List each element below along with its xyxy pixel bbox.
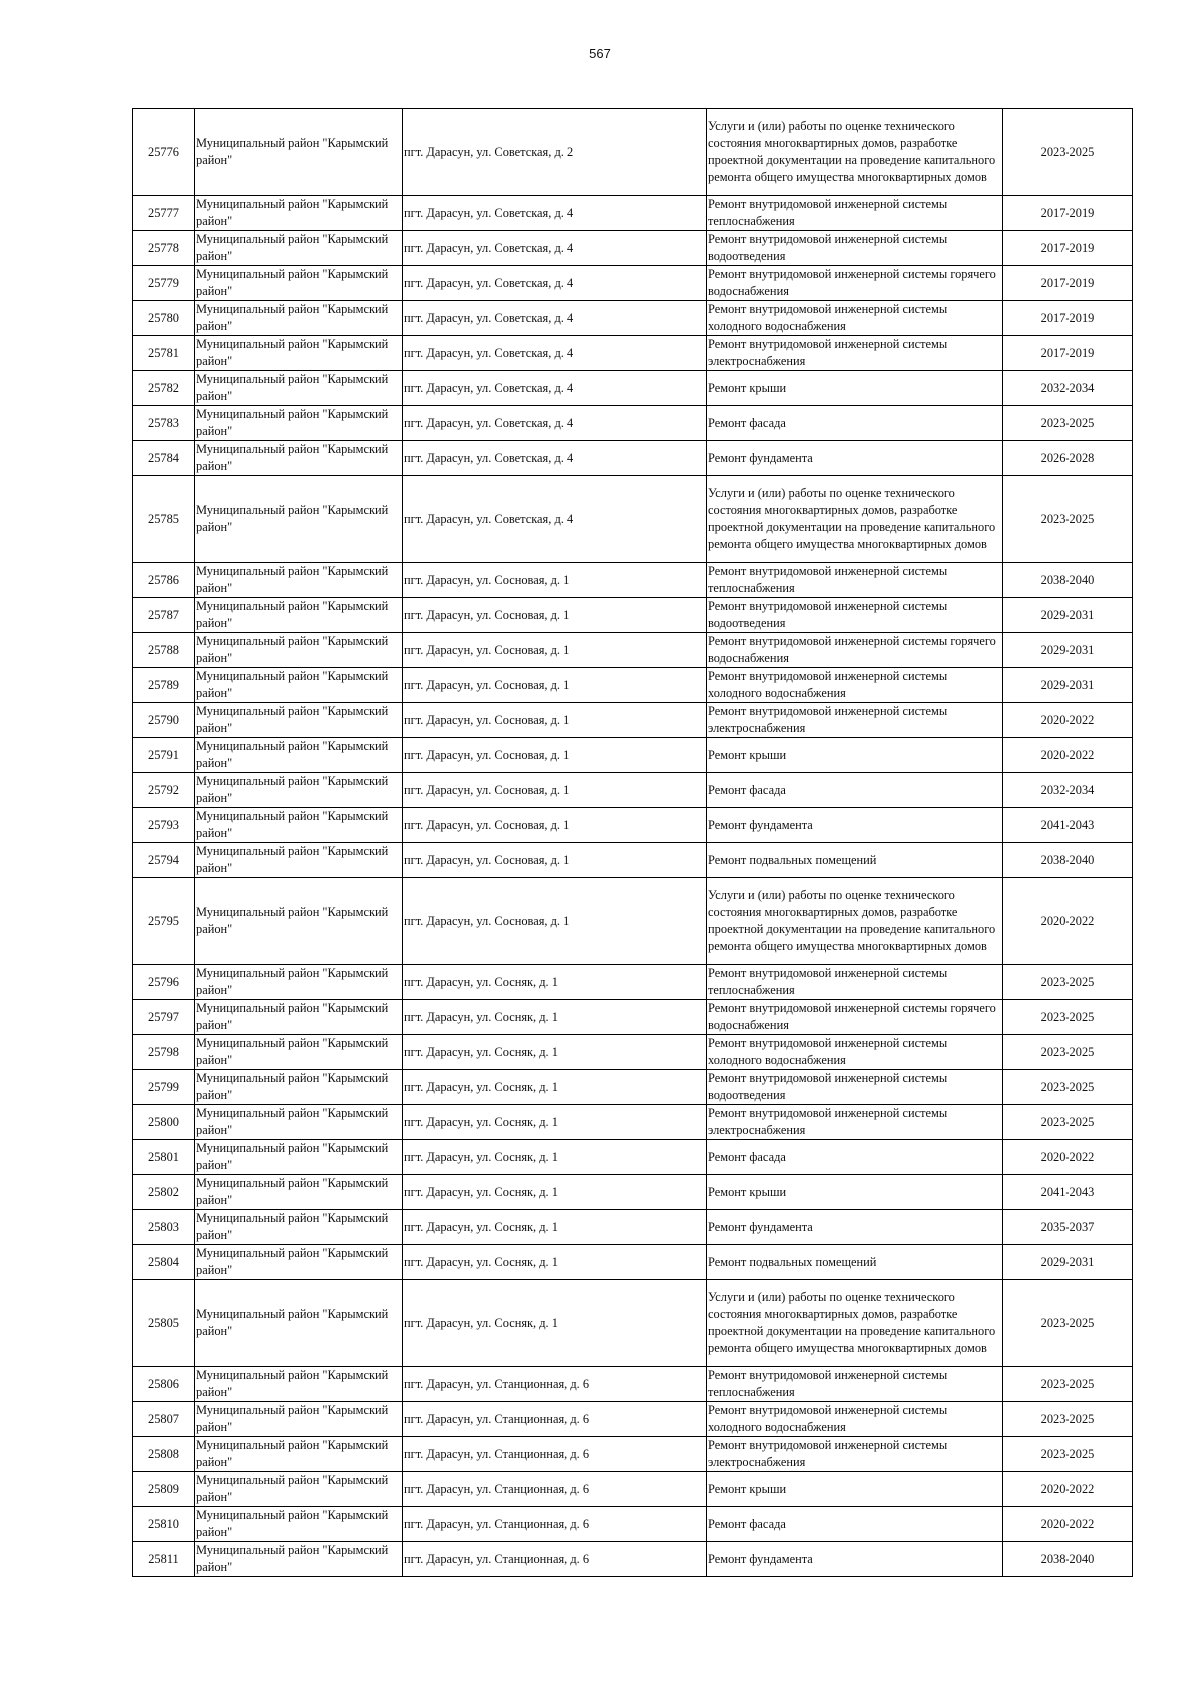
municipality-cell: Муниципальный район "Карымский район" (195, 703, 403, 738)
period-cell: 2017-2019 (1003, 231, 1133, 266)
municipality-cell: Муниципальный район "Карымский район" (195, 476, 403, 563)
row-number-cell: 25778 (133, 231, 195, 266)
period-cell: 2023-2025 (1003, 1437, 1133, 1472)
municipality-cell: Муниципальный район "Карымский район" (195, 1105, 403, 1140)
registry-table-body (133, 109, 1133, 1577)
period-cell: 2020-2022 (1003, 738, 1133, 773)
work-type-cell: Ремонт внутридомовой инженерной системы горячего водоснабжения (707, 633, 1003, 668)
municipality-cell: Муниципальный район "Карымский район" (195, 563, 403, 598)
row-number-cell: 25793 (133, 808, 195, 843)
municipality-cell: Муниципальный район "Карымский район" (195, 633, 403, 668)
row-number-cell: 25784 (133, 441, 195, 476)
row-number-cell: 25790 (133, 703, 195, 738)
row-number-cell: 25792 (133, 773, 195, 808)
address-cell: пгт. Дарасун, ул. Сосняк, д. 1 (403, 1105, 707, 1140)
table-row (133, 808, 1133, 843)
period-cell: 2017-2019 (1003, 301, 1133, 336)
work-type-cell: Ремонт фасада (707, 406, 1003, 441)
row-number-cell: 25777 (133, 196, 195, 231)
table-row (133, 1542, 1133, 1577)
period-cell: 2020-2022 (1003, 1140, 1133, 1175)
row-number-cell: 25804 (133, 1245, 195, 1280)
table-row (133, 965, 1133, 1000)
table-row (133, 1105, 1133, 1140)
work-type-cell: Ремонт внутридомовой инженерной системы электроснабжения (707, 1437, 1003, 1472)
row-number-cell: 25786 (133, 563, 195, 598)
address-cell: пгт. Дарасун, ул. Сосновая, д. 1 (403, 738, 707, 773)
period-cell: 2017-2019 (1003, 266, 1133, 301)
address-cell: пгт. Дарасун, ул. Станционная, д. 6 (403, 1542, 707, 1577)
work-type-cell: Ремонт фасада (707, 1507, 1003, 1542)
period-cell: 2038-2040 (1003, 563, 1133, 598)
work-type-cell: Ремонт крыши (707, 371, 1003, 406)
row-number-cell: 25810 (133, 1507, 195, 1542)
address-cell: пгт. Дарасун, ул. Советская, д. 4 (403, 196, 707, 231)
address-cell: пгт. Дарасун, ул. Сосняк, д. 1 (403, 1035, 707, 1070)
period-cell: 2023-2025 (1003, 109, 1133, 196)
work-type-cell: Услуги и (или) работы по оценке технического состояния многоквартирных домов, разработке проектной документации на проведение капитального ремонта общего имущества многоквартирных домов (707, 476, 1003, 563)
row-number-cell: 25797 (133, 1000, 195, 1035)
work-type-cell: Ремонт фундамента (707, 808, 1003, 843)
work-type-cell: Ремонт крыши (707, 1175, 1003, 1210)
table-row (133, 196, 1133, 231)
period-cell: 2032-2034 (1003, 371, 1133, 406)
municipality-cell: Муниципальный район "Карымский район" (195, 965, 403, 1000)
row-number-cell: 25791 (133, 738, 195, 773)
municipality-cell: Муниципальный район "Карымский район" (195, 1542, 403, 1577)
address-cell: пгт. Дарасун, ул. Сосняк, д. 1 (403, 1140, 707, 1175)
work-type-cell: Услуги и (или) работы по оценке технического состояния многоквартирных домов, разработке проектной документации на проведение капитального ремонта общего имущества многоквартирных домов (707, 878, 1003, 965)
row-number-cell: 25799 (133, 1070, 195, 1105)
municipality-cell: Муниципальный район "Карымский район" (195, 1507, 403, 1542)
municipality-cell: Муниципальный район "Карымский район" (195, 441, 403, 476)
municipality-cell: Муниципальный район "Карымский район" (195, 371, 403, 406)
address-cell: пгт. Дарасун, ул. Сосновая, д. 1 (403, 563, 707, 598)
work-type-cell: Ремонт внутридомовой инженерной системы холодного водоснабжения (707, 1035, 1003, 1070)
row-number-cell: 25794 (133, 843, 195, 878)
period-cell: 2020-2022 (1003, 1472, 1133, 1507)
address-cell: пгт. Дарасун, ул. Советская, д. 4 (403, 476, 707, 563)
municipality-cell: Муниципальный район "Карымский район" (195, 1367, 403, 1402)
address-cell: пгт. Дарасун, ул. Сосняк, д. 1 (403, 965, 707, 1000)
work-type-cell: Ремонт крыши (707, 1472, 1003, 1507)
row-number-cell: 25800 (133, 1105, 195, 1140)
table-row (133, 633, 1133, 668)
row-number-cell: 25780 (133, 301, 195, 336)
period-cell: 2023-2025 (1003, 406, 1133, 441)
work-type-cell: Ремонт внутридомовой инженерной системы горячего водоснабжения (707, 266, 1003, 301)
address-cell: пгт. Дарасун, ул. Сосновая, д. 1 (403, 668, 707, 703)
work-type-cell: Услуги и (или) работы по оценке технического состояния многоквартирных домов, разработке проектной документации на проведение капитального ремонта общего имущества многоквартирных домов (707, 1280, 1003, 1367)
work-type-cell: Ремонт внутридомовой инженерной системы теплоснабжения (707, 196, 1003, 231)
period-cell: 2029-2031 (1003, 1245, 1133, 1280)
table-row (133, 301, 1133, 336)
period-cell: 2026-2028 (1003, 441, 1133, 476)
municipality-cell: Муниципальный район "Карымский район" (195, 1175, 403, 1210)
table-row (133, 1367, 1133, 1402)
row-number-cell: 25795 (133, 878, 195, 965)
period-cell: 2041-2043 (1003, 1175, 1133, 1210)
municipality-cell: Муниципальный район "Карымский район" (195, 406, 403, 441)
table-row (133, 406, 1133, 441)
table-row (133, 1402, 1133, 1437)
table-row (133, 668, 1133, 703)
address-cell: пгт. Дарасун, ул. Советская, д. 4 (403, 371, 707, 406)
municipality-cell: Муниципальный район "Карымский район" (195, 1035, 403, 1070)
municipality-cell: Муниципальный район "Карымский район" (195, 1437, 403, 1472)
period-cell: 2020-2022 (1003, 1507, 1133, 1542)
table-row (133, 441, 1133, 476)
address-cell: пгт. Дарасун, ул. Станционная, д. 6 (403, 1472, 707, 1507)
period-cell: 2023-2025 (1003, 1000, 1133, 1035)
municipality-cell: Муниципальный район "Карымский район" (195, 598, 403, 633)
municipality-cell: Муниципальный район "Карымский район" (195, 668, 403, 703)
table-row (133, 563, 1133, 598)
table-row (133, 1210, 1133, 1245)
table-row (133, 703, 1133, 738)
address-cell: пгт. Дарасун, ул. Советская, д. 2 (403, 109, 707, 196)
row-number-cell: 25796 (133, 965, 195, 1000)
period-cell: 2032-2034 (1003, 773, 1133, 808)
address-cell: пгт. Дарасун, ул. Сосняк, д. 1 (403, 1210, 707, 1245)
municipality-cell: Муниципальный район "Карымский район" (195, 843, 403, 878)
municipality-cell: Муниципальный район "Карымский район" (195, 808, 403, 843)
address-cell: пгт. Дарасун, ул. Советская, д. 4 (403, 336, 707, 371)
address-cell: пгт. Дарасун, ул. Советская, д. 4 (403, 231, 707, 266)
table-row (133, 1140, 1133, 1175)
period-cell: 2029-2031 (1003, 668, 1133, 703)
work-type-cell: Ремонт подвальных помещений (707, 843, 1003, 878)
municipality-cell: Муниципальный район "Карымский район" (195, 773, 403, 808)
period-cell: 2023-2025 (1003, 1105, 1133, 1140)
period-cell: 2023-2025 (1003, 476, 1133, 563)
municipality-cell: Муниципальный район "Карымский район" (195, 1280, 403, 1367)
row-number-cell: 25811 (133, 1542, 195, 1577)
period-cell: 2023-2025 (1003, 1402, 1133, 1437)
municipality-cell: Муниципальный район "Карымский район" (195, 1140, 403, 1175)
period-cell: 2041-2043 (1003, 808, 1133, 843)
work-type-cell: Ремонт внутридомовой инженерной системы теплоснабжения (707, 563, 1003, 598)
period-cell: 2029-2031 (1003, 633, 1133, 668)
municipality-cell: Муниципальный район "Карымский район" (195, 738, 403, 773)
address-cell: пгт. Дарасун, ул. Сосновая, д. 1 (403, 843, 707, 878)
table-row (133, 231, 1133, 266)
table-row (133, 476, 1133, 563)
table-row (133, 266, 1133, 301)
municipality-cell: Муниципальный район "Карымский район" (195, 196, 403, 231)
work-type-cell: Услуги и (или) работы по оценке технического состояния многоквартирных домов, разработке проектной документации на проведение капитального ремонта общего имущества многоквартирных домов (707, 109, 1003, 196)
row-number-cell: 25787 (133, 598, 195, 633)
table-row (133, 738, 1133, 773)
period-cell: 2017-2019 (1003, 336, 1133, 371)
address-cell: пгт. Дарасун, ул. Сосновая, д. 1 (403, 878, 707, 965)
work-type-cell: Ремонт внутридомовой инженерной системы водоотведения (707, 231, 1003, 266)
address-cell: пгт. Дарасун, ул. Станционная, д. 6 (403, 1367, 707, 1402)
table-row (133, 1245, 1133, 1280)
work-type-cell: Ремонт фундамента (707, 1210, 1003, 1245)
address-cell: пгт. Дарасун, ул. Сосняк, д. 1 (403, 1070, 707, 1105)
row-number-cell: 25789 (133, 668, 195, 703)
work-type-cell: Ремонт внутридомовой инженерной системы электроснабжения (707, 336, 1003, 371)
row-number-cell: 25802 (133, 1175, 195, 1210)
period-cell: 2023-2025 (1003, 1035, 1133, 1070)
table-row (133, 1437, 1133, 1472)
address-cell: пгт. Дарасун, ул. Сосновая, д. 1 (403, 808, 707, 843)
table-row (133, 371, 1133, 406)
row-number-cell: 25809 (133, 1472, 195, 1507)
address-cell: пгт. Дарасун, ул. Сосняк, д. 1 (403, 1280, 707, 1367)
period-cell: 2038-2040 (1003, 843, 1133, 878)
table-row (133, 773, 1133, 808)
row-number-cell: 25801 (133, 1140, 195, 1175)
period-cell: 2017-2019 (1003, 196, 1133, 231)
work-type-cell: Ремонт крыши (707, 738, 1003, 773)
municipality-cell: Муниципальный район "Карымский район" (195, 266, 403, 301)
row-number-cell: 25776 (133, 109, 195, 196)
work-type-cell: Ремонт внутридомовой инженерной системы электроснабжения (707, 1105, 1003, 1140)
row-number-cell: 25783 (133, 406, 195, 441)
table-row (133, 598, 1133, 633)
address-cell: пгт. Дарасун, ул. Сосняк, д. 1 (403, 1245, 707, 1280)
work-type-cell: Ремонт внутридомовой инженерной системы теплоснабжения (707, 965, 1003, 1000)
address-cell: пгт. Дарасун, ул. Станционная, д. 6 (403, 1507, 707, 1542)
table-row (133, 1507, 1133, 1542)
work-type-cell: Ремонт внутридомовой инженерной системы теплоснабжения (707, 1367, 1003, 1402)
row-number-cell: 25779 (133, 266, 195, 301)
period-cell: 2020-2022 (1003, 878, 1133, 965)
period-cell: 2020-2022 (1003, 703, 1133, 738)
row-number-cell: 25782 (133, 371, 195, 406)
work-type-cell: Ремонт внутридомовой инженерной системы холодного водоснабжения (707, 301, 1003, 336)
row-number-cell: 25803 (133, 1210, 195, 1245)
period-cell: 2038-2040 (1003, 1542, 1133, 1577)
work-type-cell: Ремонт фасада (707, 1140, 1003, 1175)
table-row (133, 843, 1133, 878)
municipality-cell: Муниципальный район "Карымский район" (195, 878, 403, 965)
address-cell: пгт. Дарасун, ул. Советская, д. 4 (403, 266, 707, 301)
municipality-cell: Муниципальный район "Карымский район" (195, 1210, 403, 1245)
row-number-cell: 25788 (133, 633, 195, 668)
address-cell: пгт. Дарасун, ул. Сосновая, д. 1 (403, 633, 707, 668)
municipality-cell: Муниципальный район "Карымский район" (195, 231, 403, 266)
period-cell: 2023-2025 (1003, 1367, 1133, 1402)
address-cell: пгт. Дарасун, ул. Станционная, д. 6 (403, 1402, 707, 1437)
row-number-cell: 25805 (133, 1280, 195, 1367)
row-number-cell: 25807 (133, 1402, 195, 1437)
work-type-cell: Ремонт внутридомовой инженерной системы водоотведения (707, 1070, 1003, 1105)
period-cell: 2023-2025 (1003, 1280, 1133, 1367)
work-type-cell: Ремонт внутридомовой инженерной системы холодного водоснабжения (707, 668, 1003, 703)
municipality-cell: Муниципальный район "Карымский район" (195, 1402, 403, 1437)
row-number-cell: 25806 (133, 1367, 195, 1402)
table-row (133, 336, 1133, 371)
row-number-cell: 25785 (133, 476, 195, 563)
municipality-cell: Муниципальный район "Карымский район" (195, 1070, 403, 1105)
work-type-cell: Ремонт подвальных помещений (707, 1245, 1003, 1280)
work-type-cell: Ремонт внутридомовой инженерной системы холодного водоснабжения (707, 1402, 1003, 1437)
work-type-cell: Ремонт внутридомовой инженерной системы водоотведения (707, 598, 1003, 633)
table-row (133, 1175, 1133, 1210)
table-row (133, 1070, 1133, 1105)
address-cell: пгт. Дарасун, ул. Советская, д. 4 (403, 441, 707, 476)
address-cell: пгт. Дарасун, ул. Советская, д. 4 (403, 301, 707, 336)
municipality-cell: Муниципальный район "Карымский район" (195, 301, 403, 336)
municipality-cell: Муниципальный район "Карымский район" (195, 1245, 403, 1280)
row-number-cell: 25781 (133, 336, 195, 371)
table-row (133, 1472, 1133, 1507)
address-cell: пгт. Дарасун, ул. Советская, д. 4 (403, 406, 707, 441)
period-cell: 2023-2025 (1003, 965, 1133, 1000)
address-cell: пгт. Дарасун, ул. Сосновая, д. 1 (403, 773, 707, 808)
period-cell: 2023-2025 (1003, 1070, 1133, 1105)
municipality-cell: Муниципальный район "Карымский район" (195, 1000, 403, 1035)
table-row (133, 878, 1133, 965)
municipality-cell: Муниципальный район "Карымский район" (195, 109, 403, 196)
table-row (133, 1035, 1133, 1070)
municipality-cell: Муниципальный район "Карымский район" (195, 336, 403, 371)
address-cell: пгт. Дарасун, ул. Сосновая, д. 1 (403, 598, 707, 633)
page-number: 567 (589, 46, 611, 61)
address-cell: пгт. Дарасун, ул. Сосняк, д. 1 (403, 1175, 707, 1210)
row-number-cell: 25808 (133, 1437, 195, 1472)
work-type-cell: Ремонт внутридомовой инженерной системы горячего водоснабжения (707, 1000, 1003, 1035)
address-cell: пгт. Дарасун, ул. Станционная, д. 6 (403, 1437, 707, 1472)
period-cell: 2029-2031 (1003, 598, 1133, 633)
table-row (133, 1280, 1133, 1367)
address-cell: пгт. Дарасун, ул. Сосняк, д. 1 (403, 1000, 707, 1035)
work-type-cell: Ремонт фундамента (707, 1542, 1003, 1577)
table-row (133, 1000, 1133, 1035)
work-type-cell: Ремонт фундамента (707, 441, 1003, 476)
work-type-cell: Ремонт фасада (707, 773, 1003, 808)
municipality-cell: Муниципальный район "Карымский район" (195, 1472, 403, 1507)
row-number-cell: 25798 (133, 1035, 195, 1070)
work-type-cell: Ремонт внутридомовой инженерной системы электроснабжения (707, 703, 1003, 738)
period-cell: 2035-2037 (1003, 1210, 1133, 1245)
address-cell: пгт. Дарасун, ул. Сосновая, д. 1 (403, 703, 707, 738)
registry-table (132, 108, 1133, 1577)
table-row (133, 109, 1133, 196)
